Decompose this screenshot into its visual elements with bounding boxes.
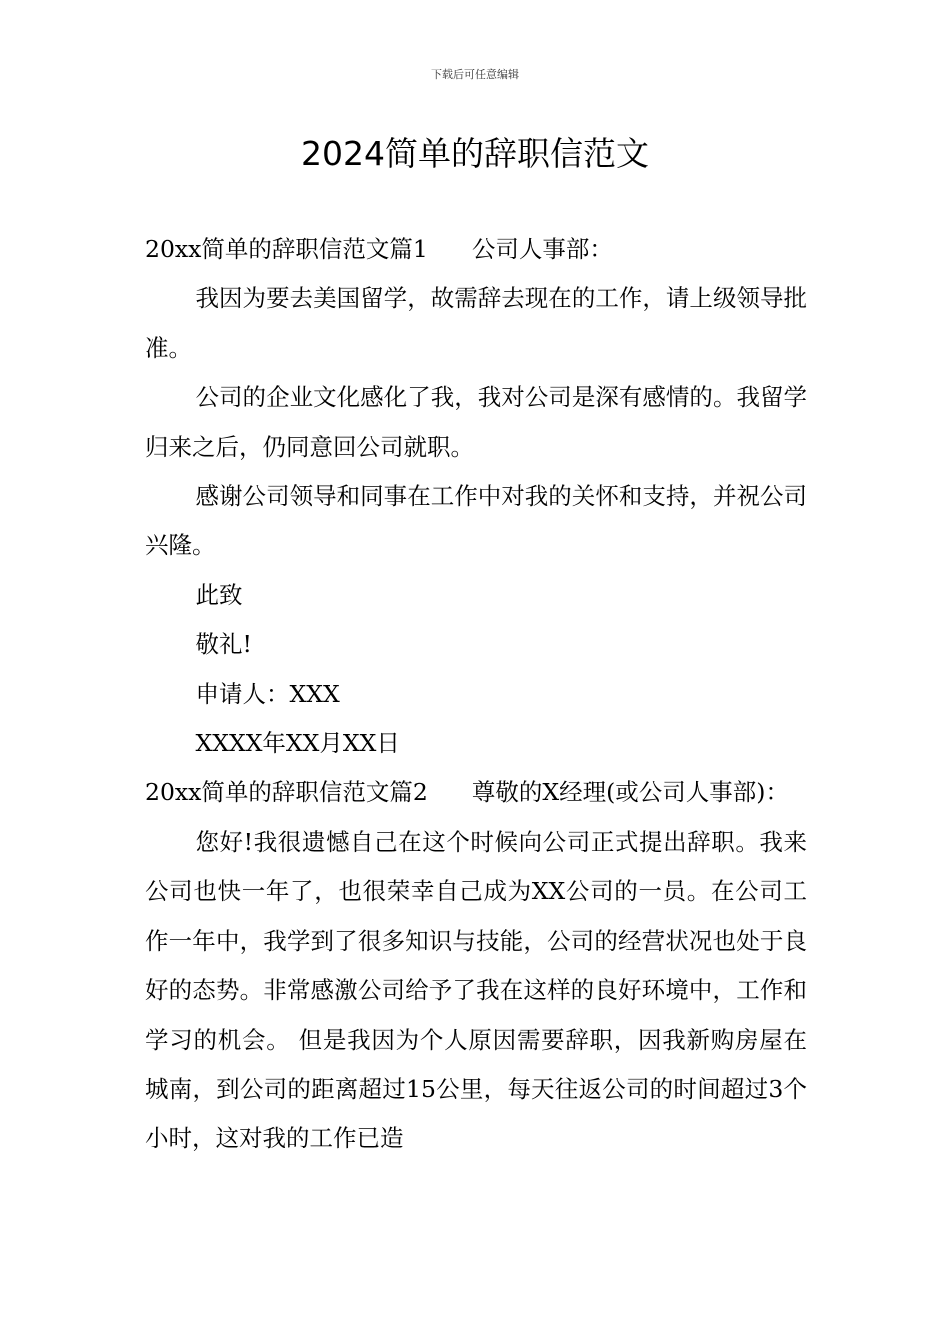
document-body <box>145 225 807 1164</box>
letter2-paragraph-1: 您好!我很遗憾自己在这个时候向公司正式提出辞职。我来公司也快一年了，也很荣幸自己成为XX公司的一员。在公司工作一年中，我学到了很多知识与技能，公司的经营状况也处于良好的态势。非常感激公司给予了我在这样的良好环境中，工作和学习的机会。 但是我因为个人原因需要辞职，因我新购房屋在城南，到公司的距离超过15公里，每天往返公司的时间超过3个小时，这对我的工作已造 <box>145 827 807 1153</box>
letter1-heading: 20xx简单的辞职信范文篇1 <box>145 235 428 263</box>
letter1-applicant: 申请人：XXX <box>195 679 340 708</box>
letter1-paragraph-2: 公司的企业文化感化了我，我对公司是深有感情的。我留学归来之后，仍同意回公司就职。 <box>145 383 807 461</box>
letter1-paragraph-3: 感谢公司领导和同事在工作中对我的关怀和支持，并祝公司兴隆。 <box>145 482 807 560</box>
letter1-closing-2: 敬礼! <box>195 630 252 659</box>
header-note: 下载后可任意编辑 <box>431 68 519 81</box>
document-title: 2024简单的辞职信范文 <box>301 134 649 173</box>
letter1-date: XXXX年XX月XX日 <box>195 729 400 758</box>
letter2-heading-line <box>145 768 807 817</box>
letter1-heading-line <box>145 225 807 274</box>
letter1-closing-1: 此致 <box>195 580 243 609</box>
letter1-paragraph-1: 我因为要去美国留学，故需辞去现在的工作，请上级领导批准。 <box>145 284 807 362</box>
letter2-salutation: 尊敬的X经理(或公司人事部)： <box>471 778 789 807</box>
letter2-heading: 20xx简单的辞职信范文篇2 <box>145 778 428 807</box>
letter1-salutation: 公司人事部： <box>471 235 613 263</box>
